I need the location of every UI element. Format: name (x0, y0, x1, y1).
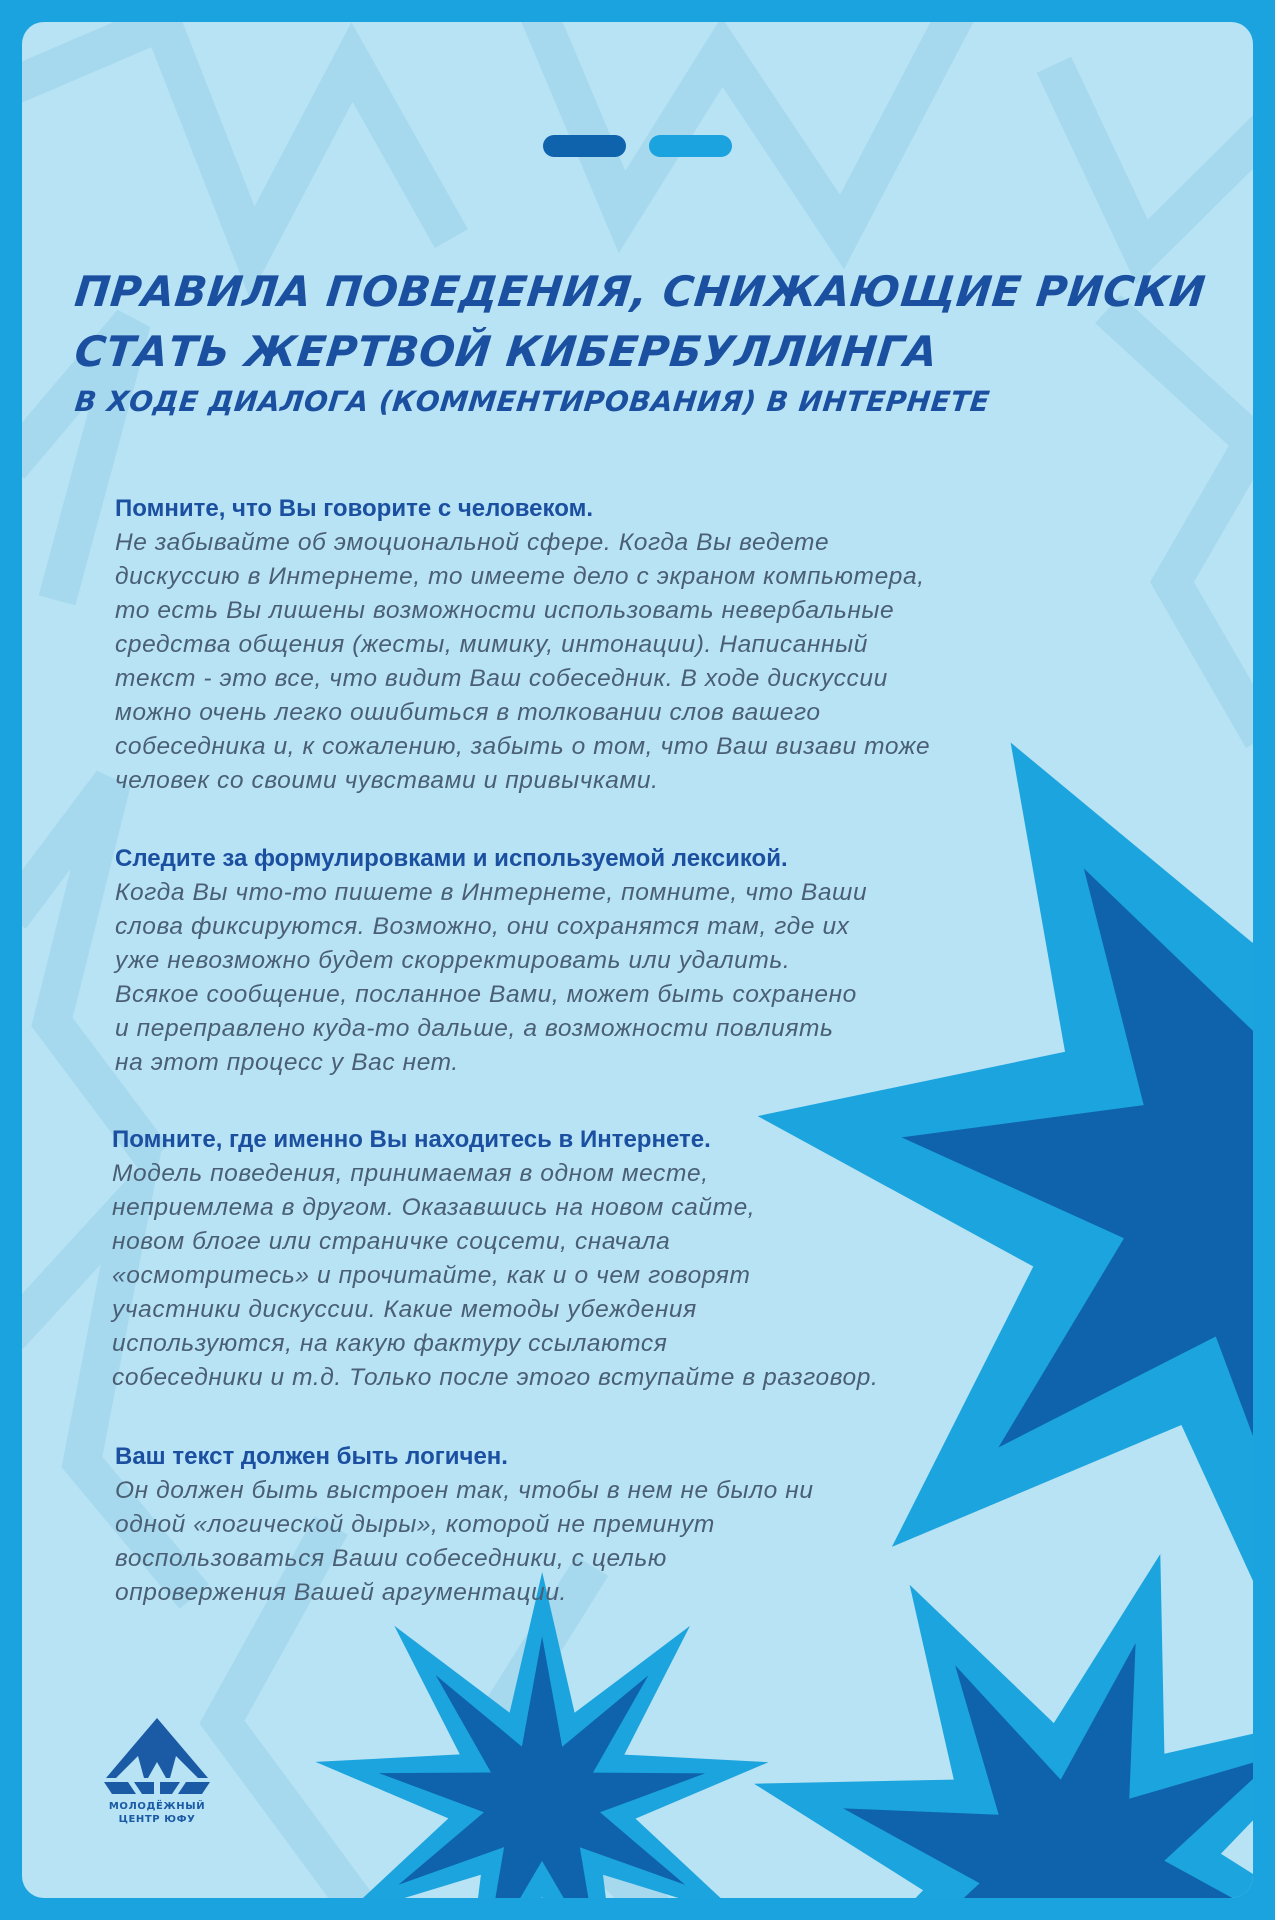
rule-heading: Следите за формулировками и используемой лексикой. (115, 845, 788, 872)
title-line-1: ПРАВИЛА ПОВЕДЕНИЯ, СНИЖАЮЩИЕ РИСКИ (72, 267, 1208, 316)
rule-heading: Помните, что Вы говорите с человеком. (115, 495, 593, 522)
rule-block (112, 1123, 1092, 1395)
rule-body: Не забывайте об эмоциональной сфере. Когда Вы ведете дискуссию в Интернете, то имеете дело с экраном компьютера, то есть Вы лишены возможности использовать невербальные средства общения (жесты, мимику, интонации). Написанный текст - это все, что видит Ваш собеседник. В ходе дискуссии можно очень легко ошибиться в толковании слов вашего собеседника и, к сожалению, забыть о том, что Ваш визави тоже человек со своими чувствами и привычками. (115, 529, 931, 794)
rule-body: Он должен быть выстроен так, чтобы в нем не было ни одной «логической дыры», которой не преминут воспользоваться Ваши собеседники, с целью опровержения Вашей аргументации. (115, 1477, 814, 1606)
page-indicator-dot-active[interactable] (543, 135, 626, 157)
rule-heading: Помните, где именно Вы находитесь в Интернете. (112, 1126, 711, 1153)
rule-heading: Ваш текст должен быть логичен. (115, 1443, 508, 1470)
rule-block (115, 842, 1095, 1080)
page-indicator (22, 135, 1253, 157)
rule-block (115, 1440, 1095, 1610)
background-zigzag (542, 22, 952, 232)
organization-logo (98, 1716, 216, 1826)
page-indicator-dot-inactive[interactable] (649, 135, 732, 157)
rule-block (115, 492, 1095, 798)
background-zigzag (1062, 82, 1253, 252)
logo-caption: МОЛОДЁЖНЫЙ ЦЕНТР ЮФУ (108, 1801, 206, 1825)
rule-body: Модель поведения, принимаемая в одном месте, неприемлема в другом. Оказавшись на новом сайте, новом блоге или страничке соцсети, сначала «осмотритесь» и прочитайте, как и о чем говорят участники дискуссии. Какие методы убеждения используются, на какую фактуру ссылаются собеседники и т.д. Только после этого вступайте в разговор. (112, 1160, 879, 1391)
content-panel (22, 22, 1253, 1898)
rule-body: Когда Вы что-то пишете в Интернете, помните, что Ваши слова фиксируются. Возможно, они сохранятся там, где их уже невозможно будет скорректировать или удалить. Всякое сообщение, посланное Вами, может быть сохранено и переправлено куда-то дальше, а возможности повлиять на этот процесс у Вас нет. (115, 879, 868, 1076)
title-line-2: СТАТЬ ЖЕРТВОЙ КИБЕРБУЛЛИНГА (72, 327, 941, 376)
title-line-3: В ХОДЕ ДИАЛОГА (КОММЕНТИРОВАНИЯ) В ИНТЕРНЕТЕ (73, 385, 992, 418)
page-title (72, 262, 1225, 422)
mountain-logo-icon (98, 1716, 216, 1800)
